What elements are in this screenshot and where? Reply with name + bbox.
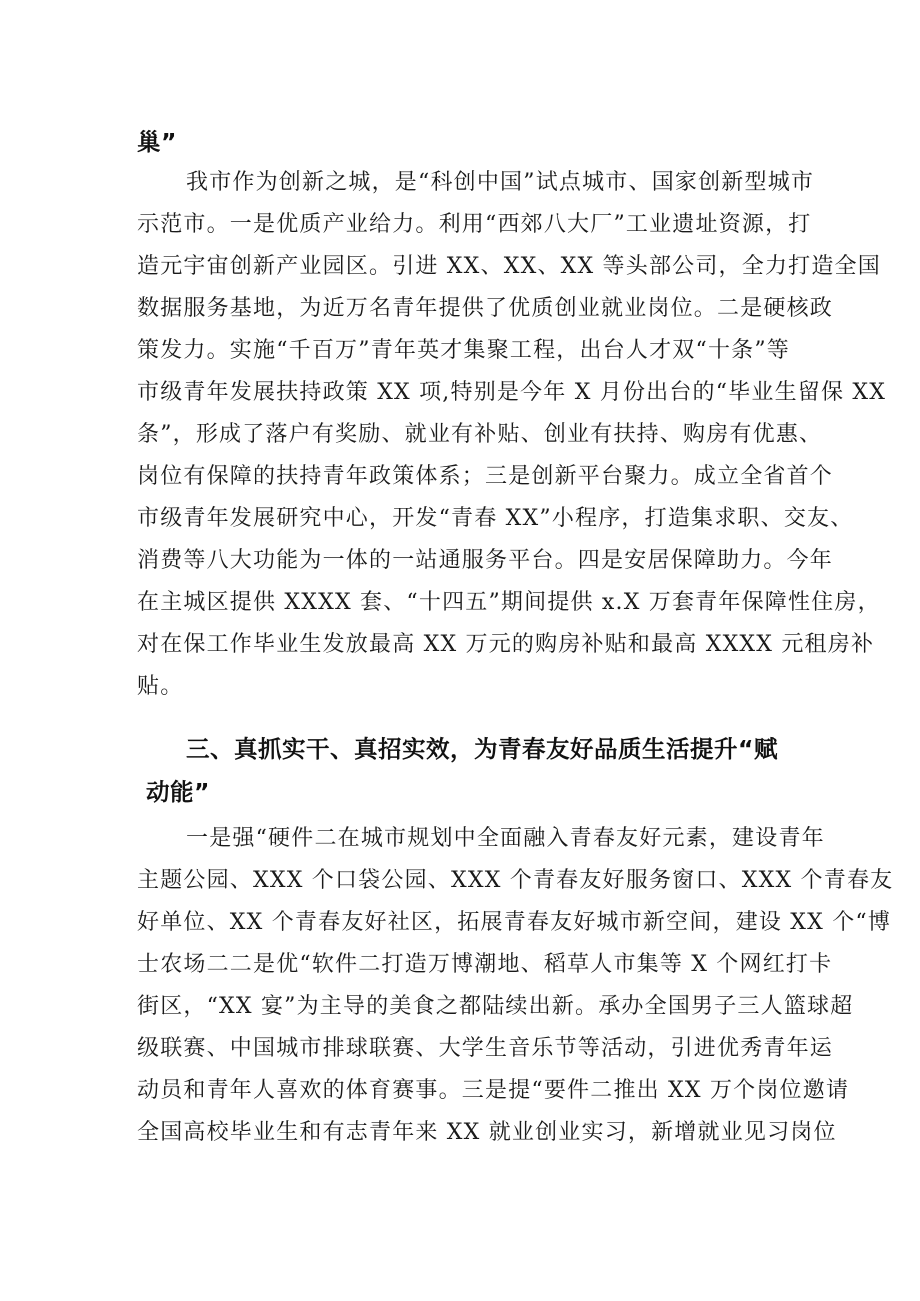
section-heading-continuation: 巢” <box>137 128 177 156</box>
paragraph-line: 数据服务基地，为近万名青年提供了优质创业就业岗位。二是硬核政 <box>137 296 834 321</box>
paragraph-line: 示范市。一是优质产业给力。利用“西郊八大厂”工业遗址资源，打 <box>137 212 812 237</box>
paragraph-line: 级联赛、中国城市排球联赛、大学生音乐节等活动，引进优秀青年运 <box>137 1036 834 1061</box>
paragraph-line: 动员和青年人喜欢的体育赛事。三是提“要件二推出 XX 万个岗位邀请 <box>137 1078 850 1103</box>
paragraph-line: 条”，形成了落户有奖励、就业有补贴、创业有扶持、购房有优惠、 <box>137 422 823 447</box>
paragraph-line: 好单位、XX 个青春友好社区，拓展青春友好城市新空间，建设 XX 个“博 <box>137 910 892 935</box>
paragraph-line: 全国高校毕业生和有志青年来 XX 就业创业实习，新增就业见习岗位 <box>137 1120 837 1145</box>
paragraph-line: 一是强“硬件二在城市规划中全面融入青春友好元素，建设青年 <box>186 826 825 851</box>
paragraph-line: 造元宇宙创新产业园区。引进 XX、XX、XX 等头部公司，全力打造全国 <box>137 254 881 279</box>
paragraph-line: 贴。 <box>137 674 184 699</box>
paragraph-line: 市级青年发展扶持政策 XX 项,特别是今年 X 月份出台的“毕业生留保 XX <box>137 380 887 405</box>
paragraph-line: 在主城区提供 XXXX 套、“十四五”期间提供 x.X 万套青年保障性住房， <box>137 590 881 615</box>
paragraph-line: 士农场二二是优“软件二打造万博潮地、稻草人市集等 X 个网红打卡 <box>137 952 833 977</box>
paragraph-line: 策发力。实施“千百万”青年英才集聚工程，出台人才双“十条”等 <box>137 338 790 363</box>
paragraph-line: 岗位有保障的扶持青年政策体系；三是创新平台聚力。成立全省首个 <box>137 464 834 489</box>
paragraph-line: 主题公园、XXX 个口袋公园、XXX 个青春友好服务窗口、XXX 个青春友 <box>137 868 894 893</box>
section-heading-line: 动能” <box>146 778 210 806</box>
section-heading-line: 三、真抓实干、真招实效，为青春友好品质生活提升“赋 <box>186 735 778 763</box>
paragraph-line: 市级青年发展研究中心，开发“青春 XX”小程序，打造集求职、交友、 <box>137 506 854 531</box>
paragraph-line: 对在保工作毕业生发放最高 XX 万元的购房补贴和最高 XXXX 元租房补 <box>137 632 875 657</box>
paragraph-line: 消费等八大功能为一体的一站通服务平台。四是安居保障助力。今年 <box>137 548 834 573</box>
paragraph-line: 街区，“XX 宴”为主导的美食之都陆续出新。承办全国男子三人篮球超 <box>137 994 854 1019</box>
paragraph-line: 我市作为创新之城，是“科创中国”试点城市、国家创新型城市 <box>186 170 815 195</box>
